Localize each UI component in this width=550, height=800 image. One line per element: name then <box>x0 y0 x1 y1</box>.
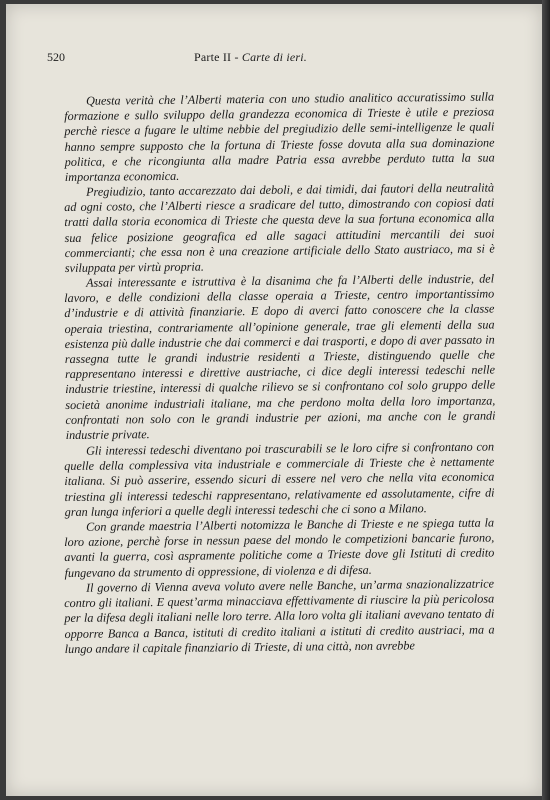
section-title <box>194 50 307 65</box>
running-head <box>47 50 522 66</box>
part-label: Parte II <box>194 50 232 64</box>
page-number: 520 <box>47 50 65 64</box>
title-separator: - <box>231 50 242 64</box>
paragraph: Con grande maestria l’Alberti notomizza le Banche di Trieste e ne spiega tutta la loro azione, perchè forse in nessun paese del mondo le competizioni bancarie furono, avanti la guerra, così aspramente politiche come a Trieste dove gli Istituti di credito fungevano da strumento di oppressione, di violenza e di difesa. <box>64 515 495 580</box>
paragraph: Gli interessi tedeschi diventano poi trascurabili se le loro cifre si confrontano con quelle della complessiva vita industriale e commerciale di Trieste che è nettamente italiana. Si può asserire, essendo sicuri di essere nel vero che nella vita economica triestina gli interessi tedeschi rappresentano, relativamente ed assolutamente, cifre di gran lunga inferiori a quelle degli interessi tedeschi che ci sono a Milano. <box>64 439 495 519</box>
book-page <box>6 4 542 796</box>
paragraph: Questa verità che l’Alberti materia con uno studio analitico accuratissimo sulla formazione e sullo sviluppo della grandezza economica di Trieste è utile e preziosa perchè riesce a fugare le ultime nebbie del pregiudizio delle semi-intelligenze le quali hanno sempre supposto che la fortuna di Trieste fosse dovuta alla sua dominazione politica, e che ricongiunta alla madre Patria essa avrebbe perduto tutta la sua importanza economica. <box>64 89 495 185</box>
page-edge-shadow <box>542 0 550 800</box>
paragraph: Pregiudizio, tanto accarezzato dai deboli, e dai timidi, dai fautori della neutralità ad ogni costo, che l’Alberti riesce a sradicare del tutto, dimostrando con copiosi dati tratti dalla storia economica di Trieste che questa deve la sua fortuna economica alla sua felice posizione geografica ed alle sagaci attitudini mercantili dei suoi commercianti; che essa non è una creazione artificiale dello Stato austriaco, ma si è sviluppata per virtù propria. <box>64 180 495 276</box>
paragraph: Assai interessante e istruttiva è la disanima che fa l’Alberti delle industrie, del lavoro, e delle condizioni della classe operaia a Trieste, centro importantissimo d’industrie e di attività finanziarie. E dopo di averci fatto conoscere che la classe operaia triestina, contrariamente all’opinione generale, trae gli elementi della sua esistenza più dalle industrie che dai commerci e dai trasporti, e dopo di aver passato in rassegna tutte le grandi industrie residenti a Trieste, distinguendo quelle che rappresentano interessi e direttive austriache, ci dice degli interessi tedeschi nelle industrie triestine, interessi di qualche rilievo se si confrontano col solo gruppo delle società anonime industriali italiane, ma che perdono molta della loro importanza, confrontati non solo con le grandi industrie per azioni, ma anche con le grandi industrie private. <box>64 271 496 443</box>
body-text <box>64 89 496 657</box>
section-title-text: Carte di ieri. <box>241 50 307 64</box>
paragraph: Il governo di Vienna aveva voluto avere nelle Banche, un’arma snazionalizzatrice contro gli italiani. E quest’arma minacciava effettivamente di riuscire la più pericolosa per la difesa degli italiani nelle loro terre. Alla loro volta gli italiani avevano tentato di opporre Banca a Banca, istituti di credito italiani a istituti di credito austriaci, ma a lungo andare il capitale finanziario di Trieste, di una città, non avrebbe <box>64 575 495 656</box>
